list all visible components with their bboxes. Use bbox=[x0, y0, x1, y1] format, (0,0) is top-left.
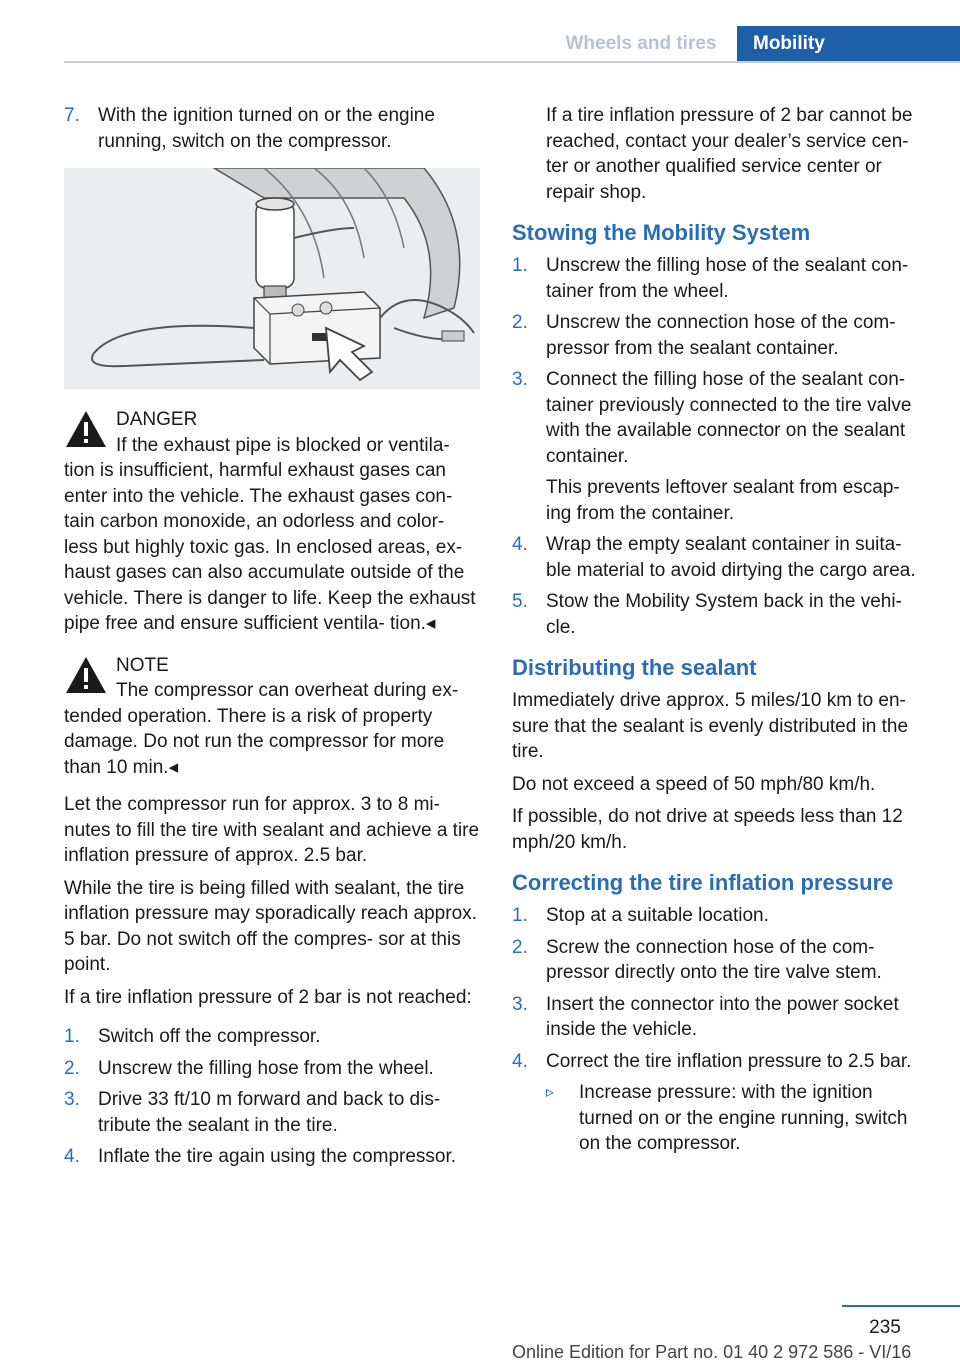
heading-distributing: Distributing the sealant bbox=[512, 655, 757, 680]
step-number: 7. bbox=[64, 105, 80, 126]
step-number: 2. bbox=[512, 936, 528, 958]
list-item bbox=[512, 992, 928, 1043]
note-text: tended operation. There is a risk of property damage. Do not run the compressor for more than 10 min.◂ bbox=[64, 705, 445, 778]
header-section: Wheels and tires bbox=[565, 33, 717, 54]
step-number: 4. bbox=[64, 1146, 80, 1167]
step-text: Stop at a suitable location. bbox=[546, 905, 769, 926]
step-number: 1. bbox=[512, 255, 528, 276]
warning-triangle-icon bbox=[64, 655, 108, 695]
step-number: 4. bbox=[512, 1050, 528, 1072]
list-item bbox=[512, 367, 928, 469]
compressor-drawing bbox=[64, 168, 480, 389]
paragraph-max-speed: Do not exceed a speed of 50 mph/80 km/h. bbox=[512, 773, 876, 795]
paragraph-not-reached: If a tire inflation pressure of 2 bar is not reached: bbox=[64, 986, 472, 1008]
left-column bbox=[64, 103, 480, 1176]
list-item bbox=[512, 1049, 928, 1075]
step-number: 5. bbox=[512, 591, 528, 612]
step-text: Unscrew the connection hose of the com- pressor from the sealant container. bbox=[546, 312, 896, 359]
list-item bbox=[512, 253, 928, 304]
step-text: Switch off the compressor. bbox=[98, 1026, 321, 1047]
paragraph-contact-dealer: If a tire inflation pressure of 2 bar cannot be reached, contact your dealer’s service cen- ter or another qualified service center or repair shop. bbox=[546, 105, 913, 203]
list-item bbox=[512, 935, 928, 986]
step-text: Correct the tire inflation pressure to 2.5 bar. bbox=[546, 1050, 912, 1072]
sub-item-text: Increase pressure: with the ignition turned on or the engine running, switch on the compressor. bbox=[579, 1082, 908, 1154]
header-tab-mobility[interactable]: Mobility bbox=[737, 26, 960, 62]
list-item bbox=[512, 532, 928, 583]
triangle-bullet-icon: ▹ bbox=[546, 1084, 555, 1101]
step-text: Unscrew the filling hose from the wheel. bbox=[98, 1057, 434, 1079]
heading-stowing: Stowing the Mobility System bbox=[512, 220, 811, 245]
sub-list-item bbox=[512, 1080, 928, 1157]
paragraph-min-speed: If possible, do not drive at speeds less than 12 mph/20 km/h. bbox=[512, 806, 903, 853]
step-text: Inflate the tire again using the compressor. bbox=[98, 1146, 457, 1167]
step-7 bbox=[64, 103, 480, 154]
step-text: Drive 33 ft/10 m forward and back to dis- tribute the sealant in the tire. bbox=[98, 1089, 441, 1136]
step-number: 2. bbox=[64, 1057, 80, 1079]
danger-title: DANGER bbox=[116, 409, 198, 430]
danger-line1: If the exhaust pipe is blocked or ventila- bbox=[116, 434, 450, 456]
note-warning bbox=[64, 653, 480, 781]
compressor-illustration bbox=[64, 168, 480, 389]
step-number: 1. bbox=[64, 1026, 80, 1047]
step-text: Stow the Mobility System back in the vehi- cle. bbox=[546, 591, 902, 638]
footer-rule bbox=[842, 1305, 960, 1307]
step-number: 3. bbox=[64, 1089, 80, 1110]
step-number: 3. bbox=[512, 993, 528, 1015]
list-item bbox=[512, 589, 928, 640]
list-item bbox=[64, 1087, 480, 1138]
step-number: 2. bbox=[512, 312, 528, 333]
edition-footer: Online Edition for Part no. 01 40 2 972 586 - VI/16 bbox=[512, 1342, 912, 1362]
step-number: 3. bbox=[512, 369, 528, 390]
danger-warning bbox=[64, 407, 480, 637]
step-number: 4. bbox=[512, 534, 528, 555]
right-column bbox=[512, 103, 928, 1163]
step-text: Unscrew the filling hose of the sealant con- tainer from the wheel. bbox=[546, 255, 909, 302]
list-item bbox=[64, 1144, 480, 1170]
step-text: With the ignition turned on or the engine running, switch on the compressor. bbox=[98, 105, 435, 152]
page-number: 235 bbox=[869, 1317, 901, 1338]
step-text: Wrap the empty sealant container in suita- ble material to avoid dirtying the cargo area. bbox=[546, 534, 916, 581]
note-title: NOTE bbox=[116, 654, 169, 676]
step-text: Connect the filling hose of the sealant con- tainer previously connected to the tire valve with the available connector on the sealant container. bbox=[546, 369, 912, 467]
step-text: Screw the connection hose of the com- pressor directly onto the tire valve stem. bbox=[546, 936, 882, 983]
step-text: Insert the connector into the power socket inside the vehicle. bbox=[546, 993, 899, 1040]
list-item bbox=[512, 903, 928, 929]
danger-text: tion is insufficient, harmful exhaust gases can enter into the vehicle. The exhaust gases con- tain carbon monoxide, an odorless and color- less but highly toxic gas. In enclosed areas, ex- haust gases can also accumulate outside of the vehicle. There is danger to life. Keep the exhaust pipe free and ensure sufficient ventila- tion.◂ bbox=[64, 460, 476, 634]
list-item bbox=[64, 1024, 480, 1050]
list-item bbox=[64, 1056, 480, 1082]
paragraph-sporadic-pressure: While the tire is being filled with sealant, the tire inflation pressure may sporadically reach approx. 5 bar. Do not switch off the compres- sor at this point. bbox=[64, 877, 477, 975]
paragraph-drive-distance: Immediately drive approx. 5 miles/10 km to en- sure that the sealant is evenly distributed in the tire. bbox=[512, 690, 909, 762]
note-line1: The compressor can overheat during ex- bbox=[116, 680, 459, 701]
heading-correcting: Correcting the tire inflation pressure bbox=[512, 870, 894, 895]
step-number: 1. bbox=[512, 905, 528, 926]
paragraph-prevents-leftover: This prevents leftover sealant from escap- ing from the container. bbox=[546, 477, 900, 524]
list-item bbox=[512, 310, 928, 361]
paragraph-run-time: Let the compressor run for approx. 3 to 8 mi- nutes to fill the tire with sealant and achieve a tire inflation pressure of approx. 2.5 bar. bbox=[64, 794, 480, 866]
header-rule bbox=[64, 61, 960, 63]
warning-triangle-icon bbox=[64, 409, 108, 449]
